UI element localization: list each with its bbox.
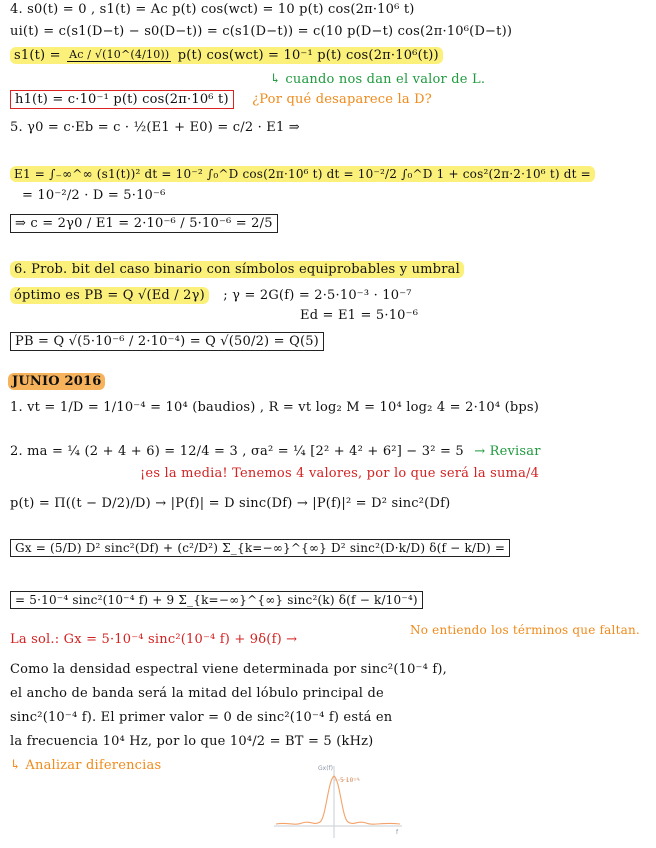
note-line-8: = 10⁻²/2 · D = 5·10⁻⁶ — [22, 188, 166, 203]
note-line-11 — [10, 288, 412, 304]
note-line-10 — [10, 262, 464, 278]
note-line-16 — [10, 444, 541, 460]
section-heading-junio-2016: JUNIO 2016 — [8, 373, 105, 390]
h1-question: ¿Por qué desaparece la D? — [252, 92, 432, 107]
h1-boxed-result: h1(t) = c·10⁻¹ p(t) cos(2π·10⁶ t) — [10, 90, 234, 109]
note-line-1: 4. s0(t) = 0 , s1(t) = Ac p(t) cos(wct) = 10 p(t) cos(2π·10⁶ t) — [10, 2, 415, 17]
mean-variance: 2. ma = ¼ (2 + 4 + 6) = 12/4 = 3 , σa² = ¼ [2² + 4² + 6²] − 3² = 5 — [10, 444, 464, 459]
note-line-21b: No entiendo los términos que faltan. — [410, 623, 640, 637]
s1-fraction-text: Ac / √(10^(4/10)) — [69, 48, 170, 61]
highlight-s1 — [10, 47, 443, 64]
note-line-24: sinc²(10⁻⁴ f). El primer valor = 0 de sinc²(10⁻⁴ f) está en — [10, 710, 393, 725]
plot-peak-label: 5·10⁻⁴ — [340, 777, 359, 784]
plot-x-label: f — [396, 829, 399, 836]
note-line-14 — [8, 374, 105, 390]
c-boxed-result: ⇒ c = 2γ0 / E1 = 2·10⁻⁶ / 5·10⁻⁶ = 2/5 — [10, 214, 278, 233]
note-line-25: la frecuencia 10⁴ Hz, por lo que 10⁴/2 = BT = 5 (kHz) — [10, 734, 374, 749]
plot-curve — [276, 776, 400, 824]
gx-boxed-label: Gx = (5/D) D² sinc²(Df) + (c²/D²) Σ_{k=−∞}^{∞} D² sinc²(D·k/D) δ(f − k/D) = — [10, 539, 510, 557]
gx-boxed-result: = 5·10⁻⁴ sinc²(10⁻⁴ f) + 9 Σ_{k=−∞}^{∞} sinc²(k) δ(f − k/10⁻⁴) — [10, 591, 423, 609]
note-line-22: Como la densidad espectral viene determinada por sinc²(10⁻⁴ f), — [10, 662, 447, 677]
highlight-pb-formula: óptimo es PB = Q √(Ed / 2γ) — [10, 287, 209, 304]
note-line-18: p(t) = Π((t − D/2)/D) → |P(f)| = D sinc(Df) → |P(f)|² = D² sinc²(Df) — [10, 496, 451, 511]
note-line-5 — [10, 92, 432, 108]
spectrum-sketch — [268, 760, 408, 842]
note-line-21 — [10, 632, 297, 648]
note-line-15: 1. vt = 1/D = 1/10⁻⁴ = 10⁴ (baudios) , R = vt log₂ M = 10⁴ log₂ 4 = 2·10⁴ (bps) — [10, 400, 540, 415]
note-line-23: el ancho de banda será la mitad del lóbulo principal de — [10, 686, 384, 701]
pb-boxed-result: PB = Q √(5·10⁻⁶ / 2·10⁻⁴) = Q √(50/2) = Q(5) — [10, 332, 324, 351]
solution-line: La sol.: Gx = 5·10⁻⁴ sinc²(10⁻⁴ f) + 9δ(f) → — [10, 632, 298, 647]
note-line-13 — [10, 334, 324, 350]
highlight-e1: E1 = ∫₋∞^∞ (s1(t))² dt = 10⁻² ∫₀^D cos(2π·10⁶ t) dt = 10⁻²/2 ∫₀^D 1 + cos²(2π·2·10⁶ t) dt = — [10, 166, 595, 182]
s1-fraction — [67, 49, 171, 62]
note-line-2: ui(t) = c(s1(D−t) − s0(D−t)) = c(s1(D−t)) = c(10 p(D−t) cos(2π·10⁶(D−t)) — [10, 24, 513, 39]
revisar-note: → Revisar — [474, 444, 541, 459]
plot-y-label: Gx(f) — [318, 765, 333, 772]
note-line-9 — [10, 216, 278, 232]
note-line-19 — [10, 540, 510, 556]
note-line-7 — [10, 166, 595, 182]
highlight-prob-bit: 6. Prob. bit del caso binario con símbolos equiprobables y umbral — [10, 261, 464, 278]
gamma-value: ; γ = 2G(f) = 2·5·10⁻³ · 10⁻⁷ — [223, 288, 412, 303]
note-line-17: ¡es la media! Tenemos 4 valores, por lo que será la suma/4 — [140, 466, 540, 481]
note-line-20 — [10, 592, 423, 608]
s1-expression: p(t) cos(wct) = 10⁻¹ p(t) cos(2π·10⁶(t)) — [177, 48, 439, 63]
note-line-4: ↳ cuando nos dan el valor de L. — [270, 72, 486, 87]
note-line-26: ↳ Analizar diferencias — [10, 758, 162, 773]
note-line-6: 5. γ0 = c·Eb = c · ½(E1 + E0) = c/2 · E1 ⇒ — [10, 120, 300, 135]
s1-label: s1(t) = — [14, 48, 61, 63]
note-line-12: Ed = E1 = 5·10⁻⁶ — [300, 308, 419, 323]
note-line-3 — [10, 48, 443, 64]
